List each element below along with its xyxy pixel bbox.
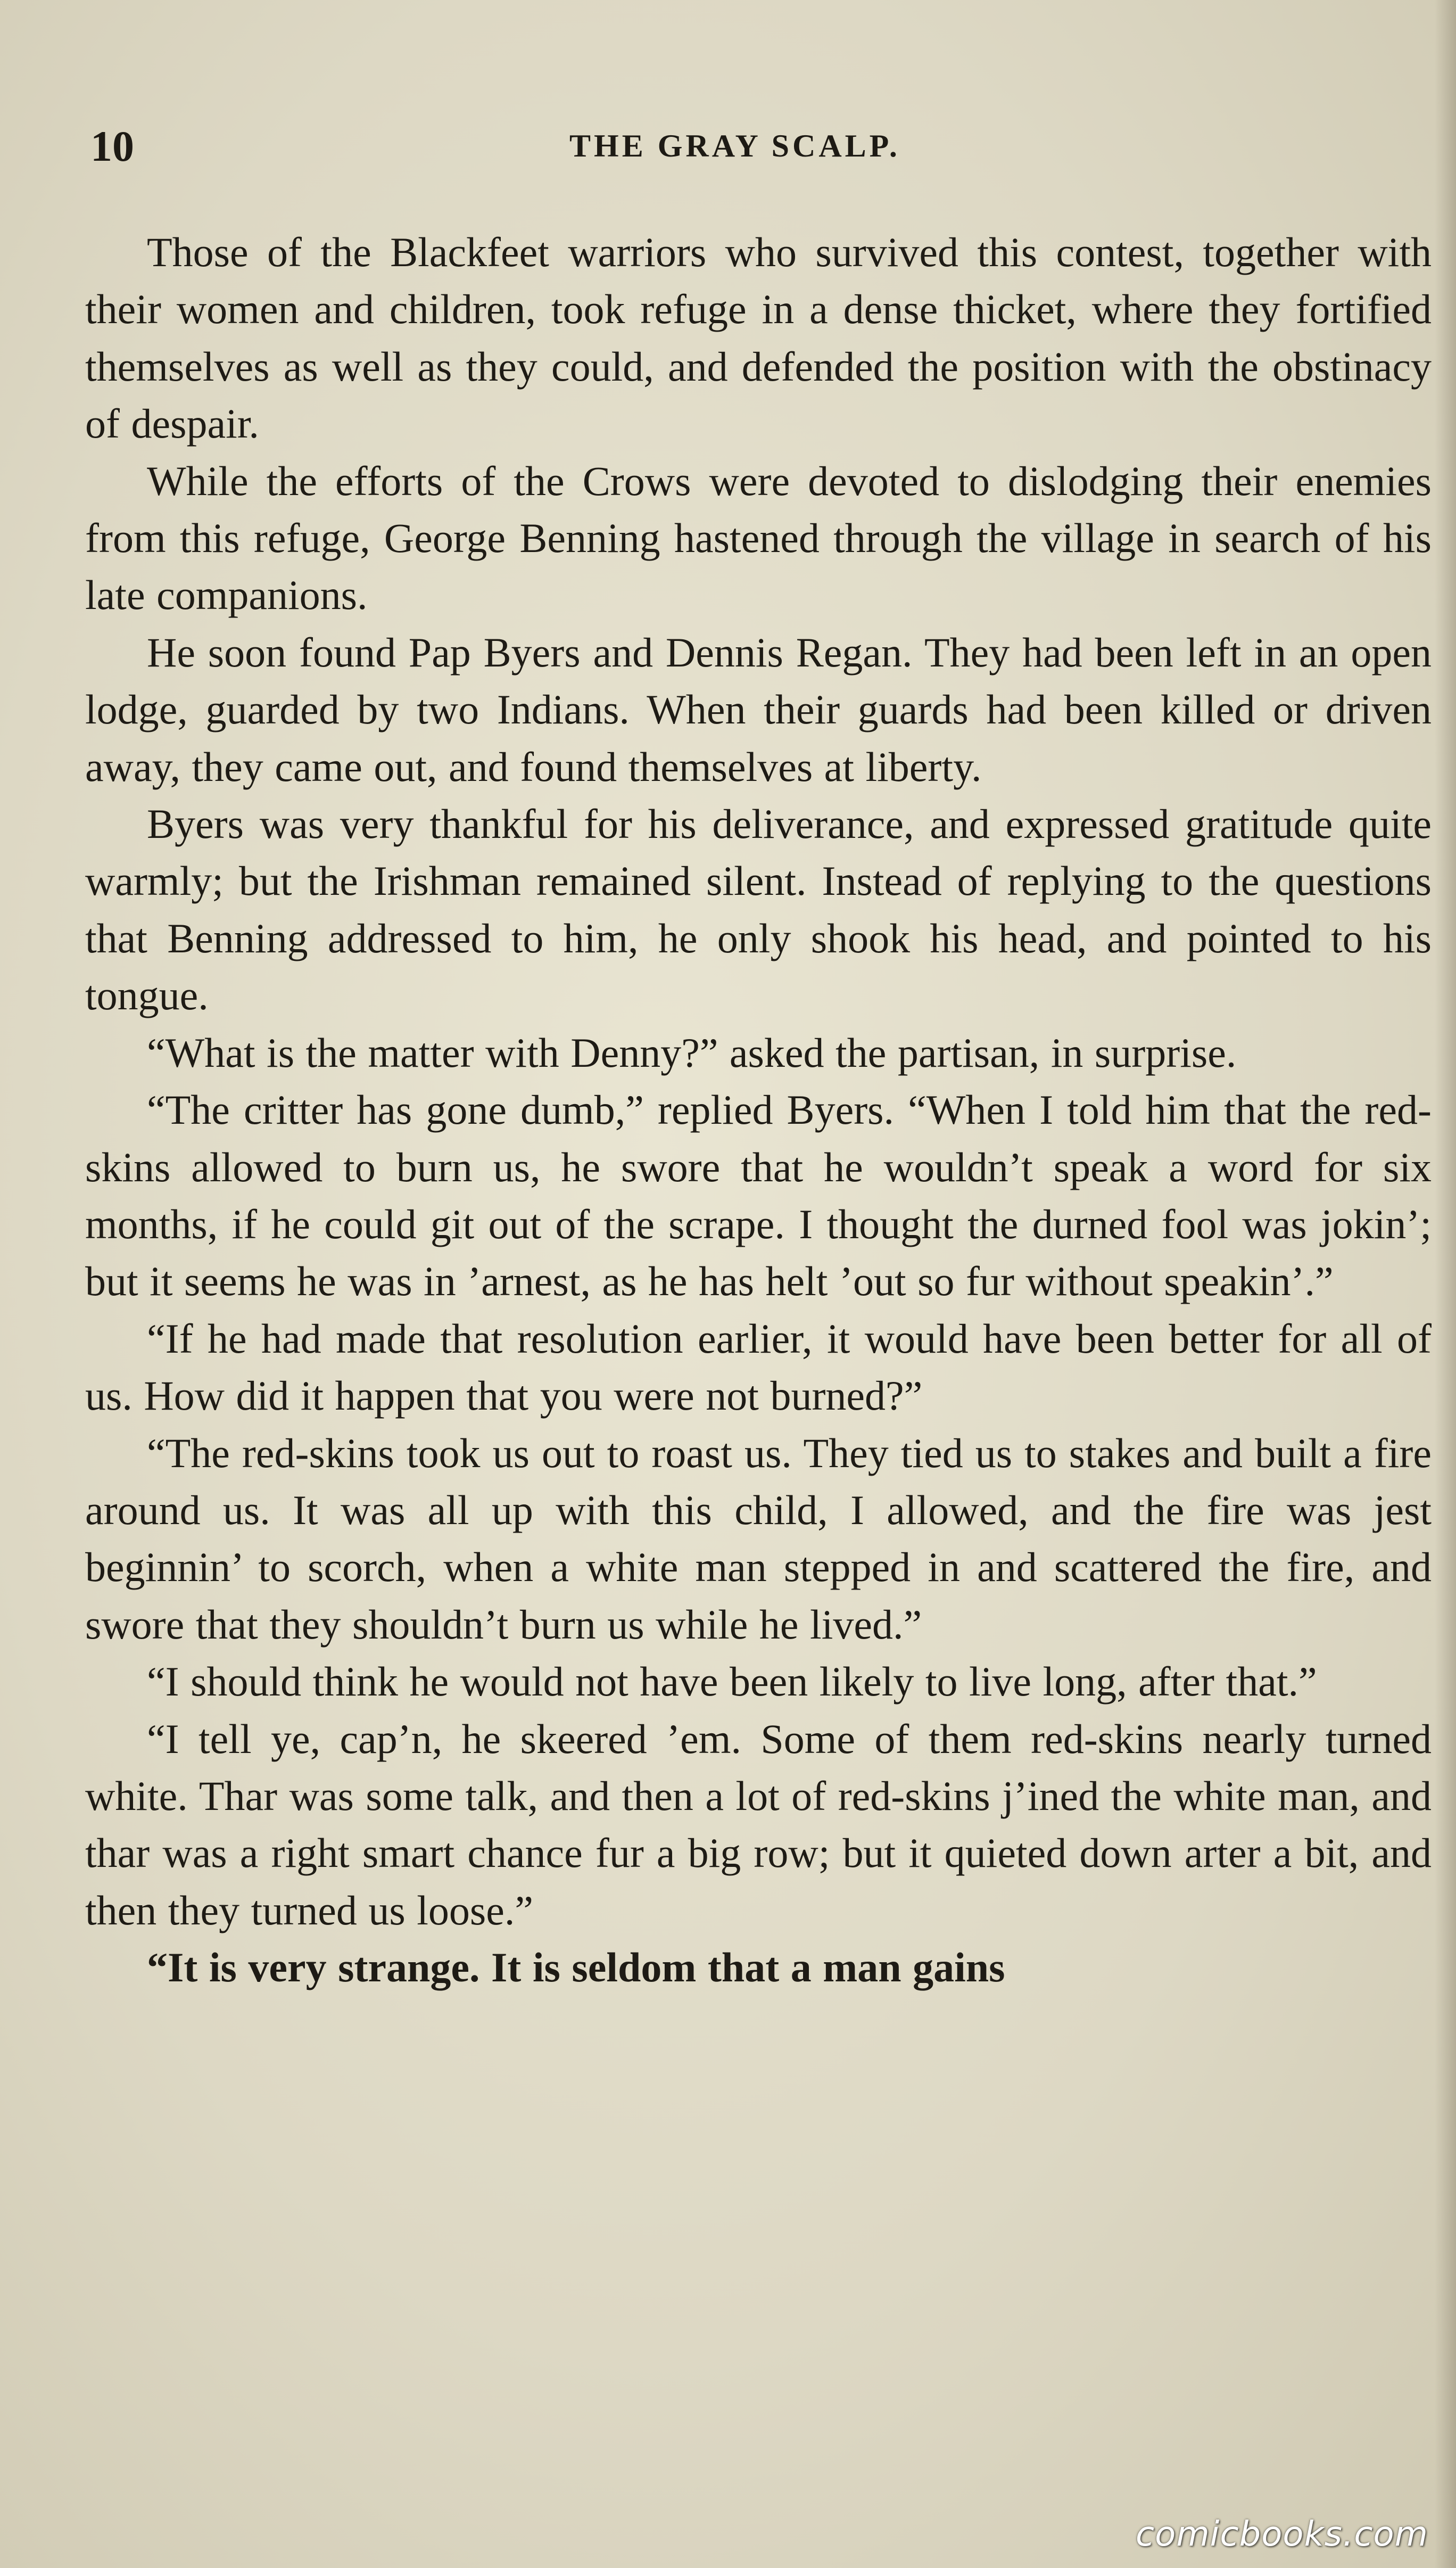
running-head: THE GRAY SCALP. bbox=[569, 128, 900, 163]
paragraph-9: “I should think he would not have been likely to live long, after that.” bbox=[147, 1658, 1317, 1705]
paragraph-4: Byers was very thankful for his deliverance, and expressed gratitude quite warmly; but the Irishman remained silent. Instead of replying to the questions that Benning addressed to him, he only shook his head, and pointed to his tongue. bbox=[85, 801, 1432, 1019]
page-edge-shadow bbox=[1435, 0, 1456, 2568]
paragraph-7: “If he had made that resolution earlier, it would have been better for all of us. How did it happen that you were not burned?” bbox=[85, 1315, 1432, 1419]
paragraph-3: He soon found Pap Byers and Dennis Regan. They had been left in an open lodge, guarded by two Indians. When their guards had been killed or driven away, they came out, and found themselves at liberty. bbox=[85, 629, 1432, 790]
watermark: comicbooks.com bbox=[1135, 2515, 1428, 2554]
page-number: 10 bbox=[90, 122, 134, 170]
paragraph-2: While the efforts of the Crows were devoted to dislodging their enemies from this refuge, George Benning hastened through the village in search of his late companions. bbox=[85, 457, 1432, 619]
paragraph-8: “The red-skins took us out to roast us. They tied us to stakes and built a fire around us. It was all up with this child, I allowed, and the fire was jest beginnin’ to scorch, when a white man stepped in and scattered the fire, and swore that they shouldn’t burn us while he lived.” bbox=[85, 1429, 1432, 1648]
page-header bbox=[80, 116, 1410, 175]
body-text bbox=[85, 224, 1432, 1996]
paragraph-10: “I tell ye, cap’n, he skeered ’em. Some of them red-skins nearly turned white. Thar was some talk, and then a lot of red-skins j’ined the white man, and thar was a right smart chance fur a big row; but it quieted down arter a bit, and then they turned us loose.” bbox=[85, 1715, 1432, 1933]
paragraph-6: “The critter has gone dumb,” replied Byers. “When I told him that the red-skins allowed to burn us, he swore that he wouldn’t speak a word for six months, if he could git out of the scrape. I thought the durned fool was jokin’; but it seems he was in ’arnest, as he has helt ’out so fur without speakin’.” bbox=[85, 1087, 1432, 1305]
paragraph-11: “It is very strange. It is seldom that a man gains bbox=[147, 1944, 1005, 1991]
paragraph-1: Those of the Blackfeet warriors who survived this contest, together with their women and children, took refuge in a dense thicket, where they fortified themselves as well as they could, and defended the position with the obstinacy of despair. bbox=[85, 229, 1432, 447]
paragraph-5: “What is the matter with Denny?” asked the partisan, in surprise. bbox=[147, 1029, 1237, 1076]
